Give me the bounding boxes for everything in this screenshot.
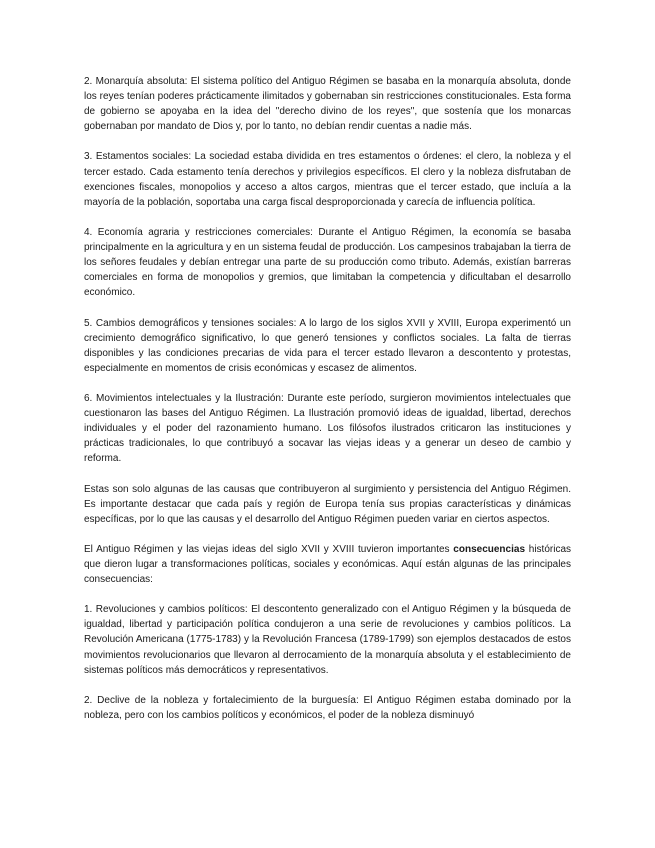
paragraph-monarquia-absoluta: 2. Monarquía absoluta: El sistema político del Antiguo Régimen se basaba en la monarquía absoluta, donde los reyes tenían poderes prácticamente ilimitados y gobernaban sin restricciones constitucionales. Esta forma de gobierno se apoyaba en la idea del "derecho divino de los reyes", que sostenía que los monarcas gobernaban por mandato de Dios y, por lo tanto, no debían rendir cuentas a nadie más. <box>84 76 571 133</box>
paragraph-revoluciones: 1. Revoluciones y cambios políticos: El descontento generalizado con el Antiguo Régimen y la búsqueda de igualdad, libertad y participación política condujeron a una serie de revoluciones y cambios políticos. La Revolución Americana (1775-1783) y la Revolución Francesa (1789-1799) son ejemplos destacados de estos movimientos revolucionarios que llevaron al derrocamiento de la monarquía absoluta y el establecimiento de sistemas políticos más democráticos y representativos. <box>84 604 571 676</box>
paragraph-resumen-causas: Estas son solo algunas de las causas que contribuyeron al surgimiento y persistencia del Antiguo Régimen. Es importante destacar que cada país y región de Europa tenía sus propias características y dinámicas específicas, por lo que las causas y el desarrollo del Antiguo Régimen pueden variar en ciertos aspectos. <box>84 483 571 525</box>
paragraph-intro-consecuencias <box>84 542 571 587</box>
paragraph-movimientos-intelectuales: 6. Movimientos intelectuales y la Ilustración: Durante este período, surgieron movimientos intelectuales que cuestionaron las bases del Antiguo Régimen. La Ilustración promovió ideas de igualdad, libertad, derechos individuales y el poder del razonamiento humano. Los filósofos ilustrados criticaron las instituciones y prácticas tradicionales, lo que contribuyó a socavar las viejas ideas y a generar un deseo de cambio y reforma. <box>84 392 571 465</box>
intro-text-before: El Antiguo Régimen y las viejas ideas del siglo XVII y XVIII tuvieron importantes <box>84 543 454 555</box>
keyword-consecuencias: consecuencias <box>453 543 526 555</box>
document-body <box>84 74 571 723</box>
intro-text-after: históricas que dieron lugar a transformaciones políticas, sociales y económicas. Aquí están algunas de las principales consecuencias: <box>84 543 571 586</box>
paragraph-estamentos-sociales: 3. Estamentos sociales: La sociedad estaba dividida en tres estamentos o órdenes: el clero, la nobleza y el tercer estado. Cada estamento tenía derechos y privilegios específicos. El clero y la nobleza disfrutaban de exenciones fiscales, monopolios y acceso a altos cargos, mientras que el tercer estado, que incluía a la mayoría de la población, soportaba una carga fiscal desproporcionada y carecía de influencia política. <box>84 151 571 208</box>
paragraph-economia-agraria: 4. Economía agraria y restricciones comerciales: Durante el Antiguo Régimen, la economía se basaba principalmente en la agricultura y en un sistema feudal de producción. Los campesinos trabajaban la tierra de los señores feudales y debían entregar una parte de su producción como tributo. Además, existían barreras comerciales en forma de monopolios y gremios, que limitaban la competencia y dificultaban el desarrollo económico. <box>84 226 571 299</box>
paragraph-declive-nobleza: 2. Declive de la nobleza y fortalecimiento de la burguesía: El Antiguo Régimen estaba dominado por la nobleza, pero con los cambios políticos y económicos, el poder de la nobleza disminuyó <box>84 694 571 721</box>
paragraph-cambios-demograficos: 5. Cambios demográficos y tensiones sociales: A lo largo de los siglos XVII y XVIII, Europa experimentó un crecimiento demográfico significativo, lo que generó tensiones y conflictos sociales. La falta de tierras disponibles y las condiciones precarias de vida para el tercer estado llevaron a descontento y protestas, especialmente en momentos de crisis económicas y escasez de alimentos. <box>84 317 571 374</box>
